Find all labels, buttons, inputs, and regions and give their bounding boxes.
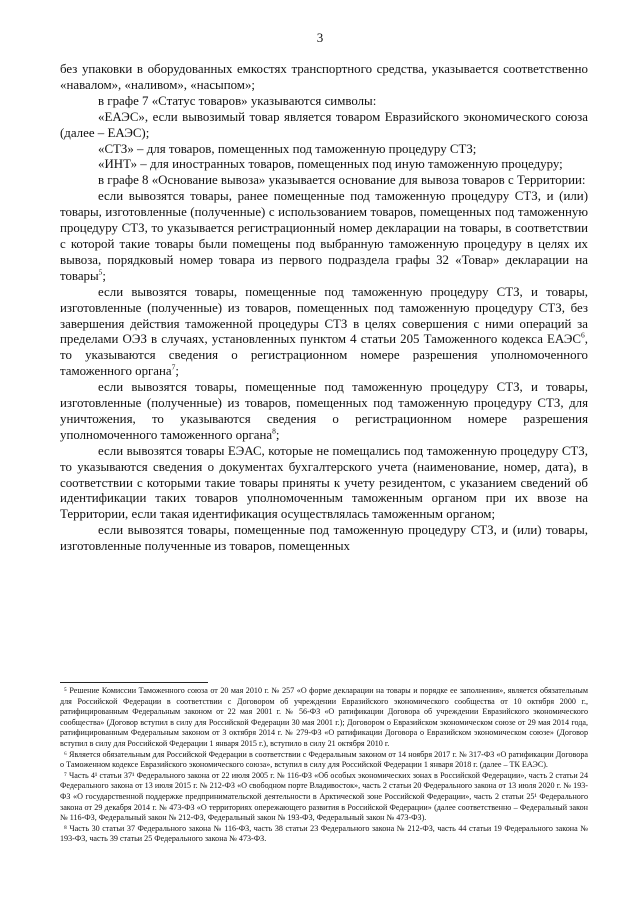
footnote: ⁵ Решение Комиссии Таможенного союза от 20 мая 2010 г. № 257 «О форме декларации на товары и порядке ее заполнения», является обязательным для Российской Федерации в соответствии с Договором об учреждении Евразийского экономического сообщества от 10 октября 2000 г., ратифицированным Федеральным законом от 22 мая 2001 г. № 56-ФЗ «О ратификации Договора об учреждении Евразийского экономического сообщества» (Договор вступил в силу для Российской Федерации 30 мая 2001 г.); Договором о Евразийском экономическом союзе от 29 мая 2014 года, ратифицированным Федеральным законом от 3 октября 2014 г. № 279-ФЗ «О ратификации Договора о Евразийском экономическом союзе» (Договор вступил в силу для Российской Федерации 1 января 2015 г.), вступило в силу 21 октября 2010 г.	[60, 686, 588, 748]
paragraph: если вывозятся товары, помещенные под таможенную процедуру СТЗ, и (или) товары, изготовленные полученные из товаров, помещенных	[60, 523, 588, 554]
paragraph: «СТЗ» – для товаров, помещенных под таможенную процедуру СТЗ;	[98, 141, 477, 156]
paragraph: если вывозятся товары ЕЭАС, которые не помещались под таможенную процедуру СТЗ, то указываются сведения о документах бухгалтерского учета (наименование, номер, дата), в соответствии с которыми такие товары приняты к учету резидентом, с указанием сведений об идентификации таких товаров уполномоченным таможенным органом при их ввозе на Территории, если такая идентификация осуществлялась таможенным органом;	[60, 443, 588, 522]
footnote: ⁷ Часть 4¹ статьи 37¹ Федерального закона от 22 июля 2005 г. № 116-ФЗ «Об особых экономических зонах в Российской Федерации», часть 2 статьи 24 Федерального закона от 13 июля 2015 г. № 212-ФЗ «О свободном порте Владивосток», часть 2 статьи 20 Федерального закона от 13 июля 2020 г. № 193-ФЗ «О государственной поддержке предпринимательской деятельности в Арктической зоне Российской Федерации», часть 2 статьи 25¹ Федерального закона от 29 декабря 2014 г. № 473-ФЗ «О территориях опережающего развития в Российской Федерации» (далее соответственно – Федеральный закон № 116-ФЗ, Федеральный закон № 212-ФЗ, Федеральный закон № 193-ФЗ, Федеральный закон № 473-ФЗ).	[60, 770, 588, 823]
footnotes	[60, 686, 588, 845]
paragraph: если вывозятся товары, помещенные под таможенную процедуру СТЗ, и товары, изготовленные (полученные) из товаров, помещенных под таможенную процедуру СТЗ, для уничтожения, то указываются сведения о регистрационном номере разрешения уполномоченного таможенного органа$^8$;	[60, 380, 588, 442]
footnote-ref: 5	[98, 267, 103, 277]
footnote-ref: 7	[171, 362, 176, 372]
paragraph: «ЕАЭС», если вывозимый товар является товаром Евразийского экономического союза (далее – ЕАЭС);	[60, 109, 588, 140]
footnote: ⁶ Является обязательным для Российской Федерации в соответствии с Федеральным законом от 14 ноября 2017 г. № 317-ФЗ «О ратификации Договора о Таможенном кодексе Евразийского экономического союза», вступил в силу для Российской Федерации 1 января 2018 г. (далее – ТК ЕАЭС).	[60, 749, 588, 770]
paragraph: в графе 7 «Статус товаров» указываются символы:	[98, 93, 377, 108]
footnote-ref: 6	[581, 331, 585, 341]
footnote: ⁸ Часть 30 статьи 37 Федерального закона № 116-ФЗ, часть 38 статьи 23 Федерального закона № 212-ФЗ, часть 44 статьи 19 Федерального закона № 193-ФЗ, часть 39 статьи 25 Федерального закона № 473-ФЗ.	[60, 823, 588, 844]
paragraph: если вывозятся товары, ранее помещенные под таможенную процедуру СТЗ, и (или) товары, изготовленные (полученные) с использованием товаров, помещенных под таможенную процедуру СТЗ, то указывается регистрационный номер декларации на товары, в соответствии с которой такие товары были помещены под выбранную таможенную процедуру в целях их вывоза, порядковый номер товара из первого подраздела графы 32 «Товар» декларации на товары$^5$;	[60, 189, 588, 283]
page-number: 3	[316, 30, 324, 45]
paragraph: без упаковки в оборудованных емкостях транспортного средства, указывается соответственно «навалом», «наливом», «насыпом»;	[60, 62, 588, 92]
footnote-ref: 8	[272, 426, 276, 436]
body-text	[60, 62, 588, 555]
paragraph: если вывозятся товары, помещенные под таможенную процедуру СТЗ, и товары, изготовленные (полученные) из товаров, помещенных под таможенную процедуру СТЗ, без завершения действия таможенной процедуры СТЗ в целях совершения с ними операций за пределами ОЭЗ в случаях, установленных пунктом 4 статьи 205 Таможенного кодекса ЕАЭС$^6$, то указываются сведения о регистрационном номере разрешения уполномоченного таможенного органа$^7$;	[60, 284, 588, 379]
footnote-divider	[60, 682, 208, 683]
paragraph: в графе 8 «Основание вывоза» указывается основание для вывоза товаров с Территории:	[98, 173, 586, 188]
paragraph: «ИНТ» – для иностранных товаров, помещенных под иную таможенную процедуру;	[98, 157, 563, 172]
